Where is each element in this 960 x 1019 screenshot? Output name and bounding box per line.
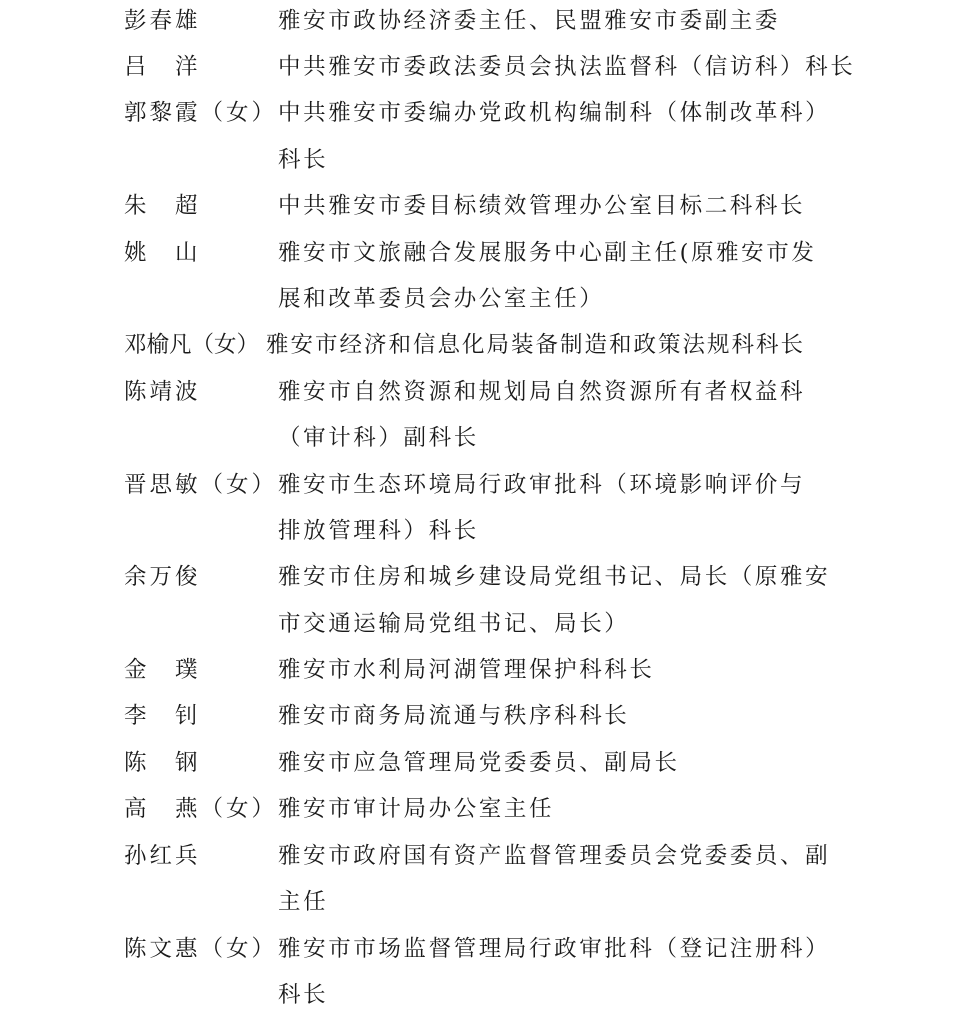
person-title-continued: 主任 — [278, 889, 329, 915]
person-title-continued: 市交通运输局党组书记、局长） — [278, 611, 630, 637]
person-title: 雅安市文旅融合发展服务中心副主任(原雅安市发 — [278, 240, 817, 266]
list-item — [0, 554, 960, 600]
person-name: 金 璞 — [124, 657, 201, 683]
person-title: 雅安市水利局河湖管理保护科科长 — [278, 657, 655, 683]
person-name: 陈 钢 — [124, 750, 201, 776]
person-name: 姚 山 — [124, 240, 201, 266]
person-title: 雅安市政协经济委主任、民盟雅安市委副主委 — [278, 8, 781, 34]
person-name: 彭春雄 — [124, 8, 201, 34]
person-title: 雅安市住房和城乡建设局党组书记、局长（原雅安 — [278, 564, 831, 590]
person-title: 雅安市商务局流通与秩序科科长 — [278, 703, 630, 729]
list-item-continuation — [0, 137, 960, 183]
list-item — [0, 90, 960, 136]
person-title: 雅安市政府国有资产监督管理委员会党委委员、副 — [278, 843, 831, 869]
person-name: 余万俊 — [124, 564, 201, 590]
person-title-continued: 展和改革委员会办公室主任） — [278, 286, 605, 312]
list-item-continuation — [0, 879, 960, 925]
person-title-continued: 排放管理科）科长 — [278, 518, 479, 544]
person-name: 高 燕（女） — [124, 796, 278, 822]
person-name: 朱 超 — [124, 193, 201, 219]
person-name: 陈文惠（女） — [124, 936, 278, 962]
list-item — [0, 322, 960, 368]
list-item — [0, 693, 960, 739]
person-title: 中共雅安市委政法委员会执法监督科（信访科）科长 — [278, 54, 856, 80]
list-item — [0, 647, 960, 693]
person-title: 雅安市经济和信息化局装备制造和政策法规科科长 — [266, 332, 806, 358]
person-name: 陈靖波 — [124, 379, 201, 405]
person-title: 雅安市生态环境局行政审批科（环境影响评价与 — [278, 472, 806, 498]
list-item-continuation — [0, 276, 960, 322]
person-title: 雅安市市场监督管理局行政审批科（登记注册科） — [278, 936, 831, 962]
person-title-continued: 科长 — [278, 147, 329, 173]
person-title: 中共雅安市委编办党政机构编制科（体制改革科） — [278, 100, 831, 126]
list-item — [0, 0, 960, 44]
person-name: 李 钊 — [124, 703, 201, 729]
list-item-continuation — [0, 601, 960, 647]
person-title: 雅安市自然资源和规划局自然资源所有者权益科 — [278, 379, 806, 405]
person-name: 邓榆凡（女） — [124, 332, 260, 358]
list-item — [0, 786, 960, 832]
list-item — [0, 926, 960, 972]
person-name: 晋思敏（女） — [124, 472, 278, 498]
list-item — [0, 44, 960, 90]
list-item — [0, 183, 960, 229]
person-name: 郭黎霞（女） — [124, 100, 278, 126]
person-title: 雅安市应急管理局党委委员、副局长 — [278, 750, 680, 776]
person-title-continued: 科长 — [278, 982, 329, 1008]
list-item — [0, 230, 960, 276]
person-title: 雅安市审计局办公室主任 — [278, 796, 555, 822]
person-name: 吕 洋 — [124, 54, 201, 80]
list-item — [0, 740, 960, 786]
person-title: 中共雅安市委目标绩效管理办公室目标二科科长 — [278, 193, 806, 219]
list-item — [0, 462, 960, 508]
list-item-continuation — [0, 972, 960, 1018]
list-item — [0, 369, 960, 415]
list-item-continuation — [0, 415, 960, 461]
list-item-continuation — [0, 508, 960, 554]
list-item — [0, 833, 960, 879]
person-title-continued: （审计科）副科长 — [278, 425, 479, 451]
person-name: 孙红兵 — [124, 843, 201, 869]
